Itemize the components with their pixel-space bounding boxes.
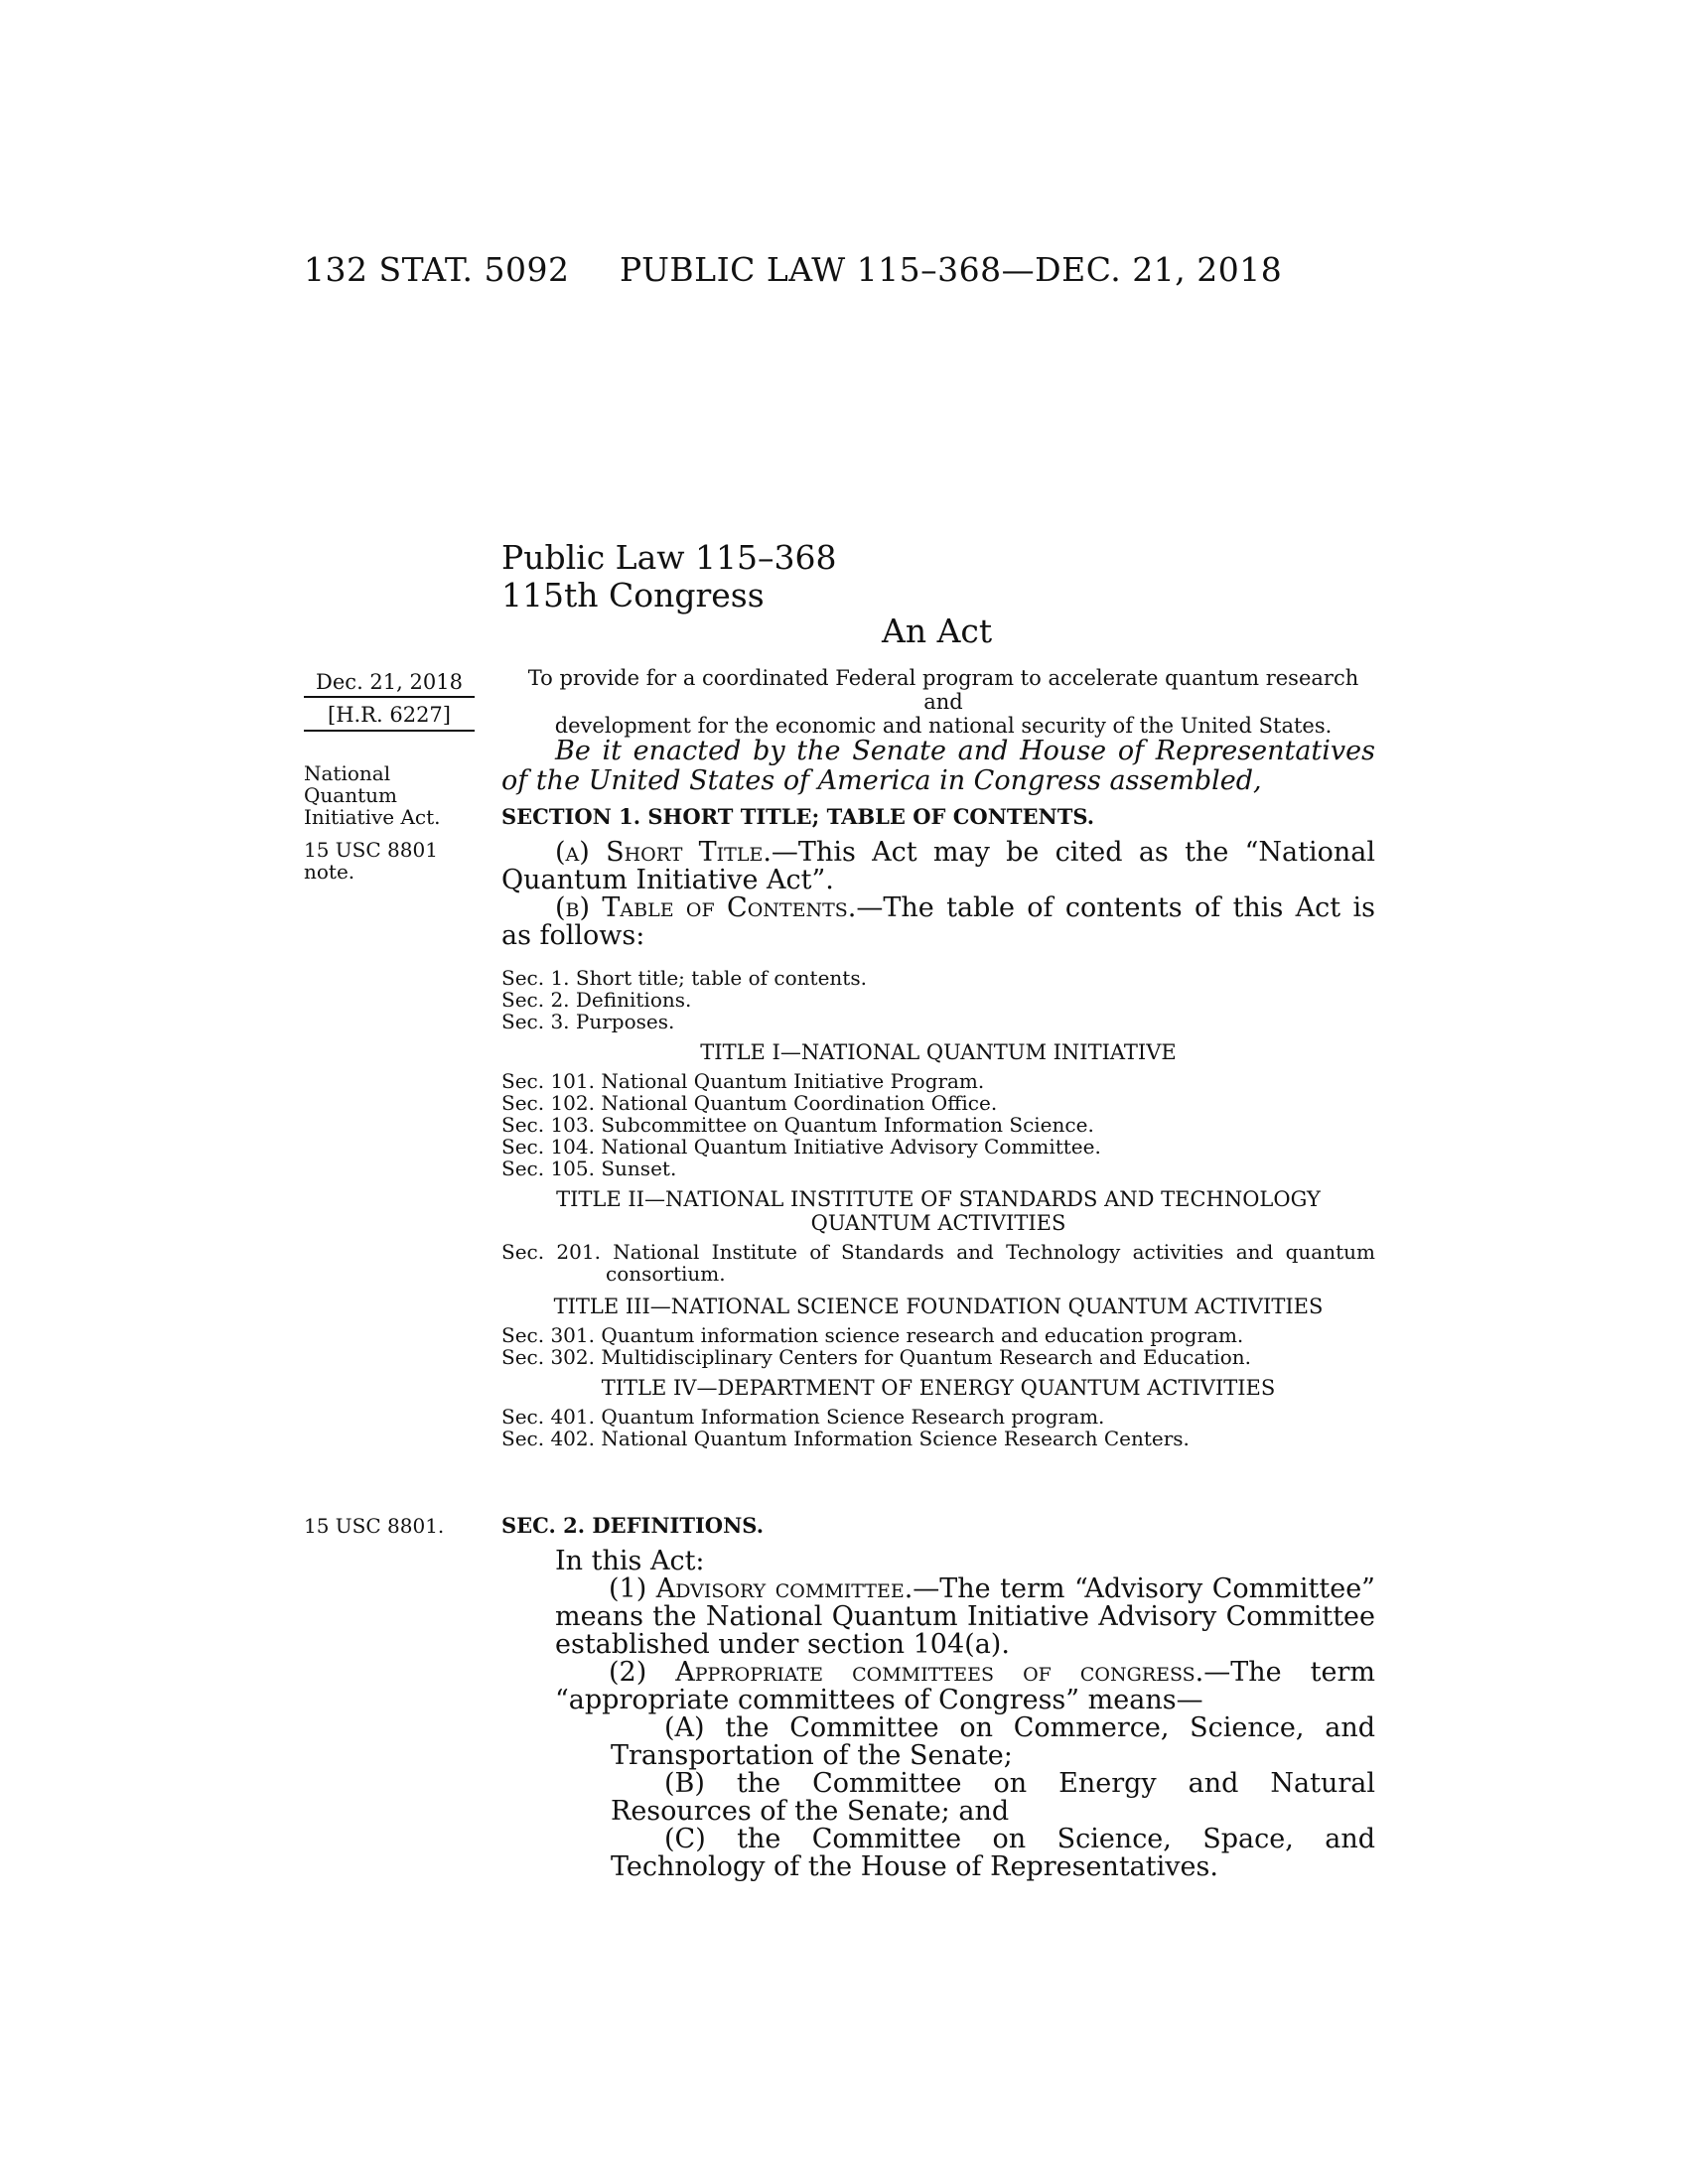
section-1b: (b) Table of Contents.—The table of contents of this Act is as follows: [501, 892, 1375, 951]
section-1 [501, 804, 1375, 950]
toc-entry: Sec. 104. National Quantum Initiative Advisory Committee. [501, 1135, 1101, 1159]
toc-entry: Sec. 101. National Quantum Initiative Program. [501, 1069, 985, 1093]
stat-page-number: 132 STAT. 5092 [304, 250, 570, 289]
toc-title-1: TITLE I—NATIONAL QUANTUM INITIATIVE [700, 1040, 1177, 1064]
purpose-line: development for the economic and national security of the United States. [554, 714, 1333, 738]
toc-entry: Sec. 301. Quantum information science research and education program. [501, 1323, 1244, 1347]
header-law-date: PUBLIC LAW 115–368—DEC. 21, 2018 [620, 250, 1283, 289]
margin-note-usc-sec2: 15 USC 8801. [304, 1514, 445, 1538]
toc-entry: Sec. 302. Multidisciplinary Centers for Quantum Research and Education. [501, 1345, 1251, 1369]
an-act-heading: An Act [882, 612, 993, 650]
purpose-line: To provide for a coordinated Federal program to accelerate quantum research and [527, 666, 1359, 714]
act-purpose [516, 666, 1370, 738]
toc-entry: Sec. 102. National Quantum Coordination Office. [501, 1091, 998, 1115]
margin-rule-bottom [304, 730, 475, 732]
toc-title-2: TITLE II—NATIONAL INSTITUTE OF STANDARDS AND TECHNOLOGY [556, 1187, 1321, 1211]
margin-note-act-name: National Quantum Initiative Act. [304, 761, 441, 829]
section-2-para-2: (2) Appropriate committees of congress.—The term “appropriate committees of Congress” means— [555, 1657, 1375, 1715]
public-law-number: Public Law 115–368 [501, 538, 837, 577]
toc-entry: Sec. 1. Short title; table of contents. [501, 966, 867, 990]
section-2-intro: In this Act: [555, 1546, 705, 1576]
section-2-para-2a: (A) the Committee on Commerce, Science, and Transportation of the Senate; [611, 1712, 1375, 1771]
toc-entry: Sec. 401. Quantum Information Science Research program. [501, 1405, 1105, 1429]
margin-date: Dec. 21, 2018 [316, 670, 463, 694]
section-2-para-2b: (B) the Committee on Energy and Natural Resources of the Senate; and [611, 1768, 1375, 1827]
law-title-block [501, 539, 836, 614]
section-1-heading: SECTION 1. SHORT TITLE; TABLE OF CONTENTS. [501, 804, 1095, 829]
toc-entry: Sec. 2. Definitions. [501, 988, 692, 1012]
toc-entry: Sec. 105. Sunset. [501, 1157, 677, 1180]
toc-title-4: TITLE IV—DEPARTMENT OF ENERGY QUANTUM ACTIVITIES [601, 1376, 1276, 1400]
section-2-para-2c: (C) the Committee on Science, Space, and Technology of the House of Representatives. [611, 1824, 1375, 1882]
margin-rule-top [304, 696, 475, 698]
toc-entry: Sec. 103. Subcommittee on Quantum Information Science. [501, 1113, 1094, 1137]
toc-title-3: TITLE III—NATIONAL SCIENCE FOUNDATION QUANTUM ACTIVITIES [553, 1295, 1324, 1318]
section-2-para-1: (1) Advisory committee.—The term “Advisory Committee” means the National Quantum Initiative Advisory Committee established under section 104(a). [555, 1573, 1375, 1660]
toc-title-2-line2: QUANTUM ACTIVITIES [810, 1211, 1066, 1235]
toc-entry: Sec. 201. National Institute of Standards and Technology activities and quantum consortium. [501, 1240, 1375, 1286]
section-1a: (a) Short Title.—This Act may be cited as the “National Quantum Initiative Act”. [501, 837, 1375, 895]
toc-entry: Sec. 402. National Quantum Information Science Research Centers. [501, 1427, 1190, 1450]
toc-entry: Sec. 3. Purposes. [501, 1010, 675, 1033]
section-2 [501, 1513, 1375, 1881]
enacting-clause: Be it enacted by the Senate and House of Representatives of the United States of America in Congress assembled, [501, 736, 1375, 796]
margin-note-usc: 15 USC 8801 note. [304, 838, 438, 884]
section-2-heading: SEC. 2. DEFINITIONS. [501, 1513, 765, 1538]
congress-number: 115th Congress [501, 576, 765, 614]
margin-bill-number: [H.R. 6227] [328, 703, 451, 727]
table-of-contents [501, 967, 1375, 1449]
